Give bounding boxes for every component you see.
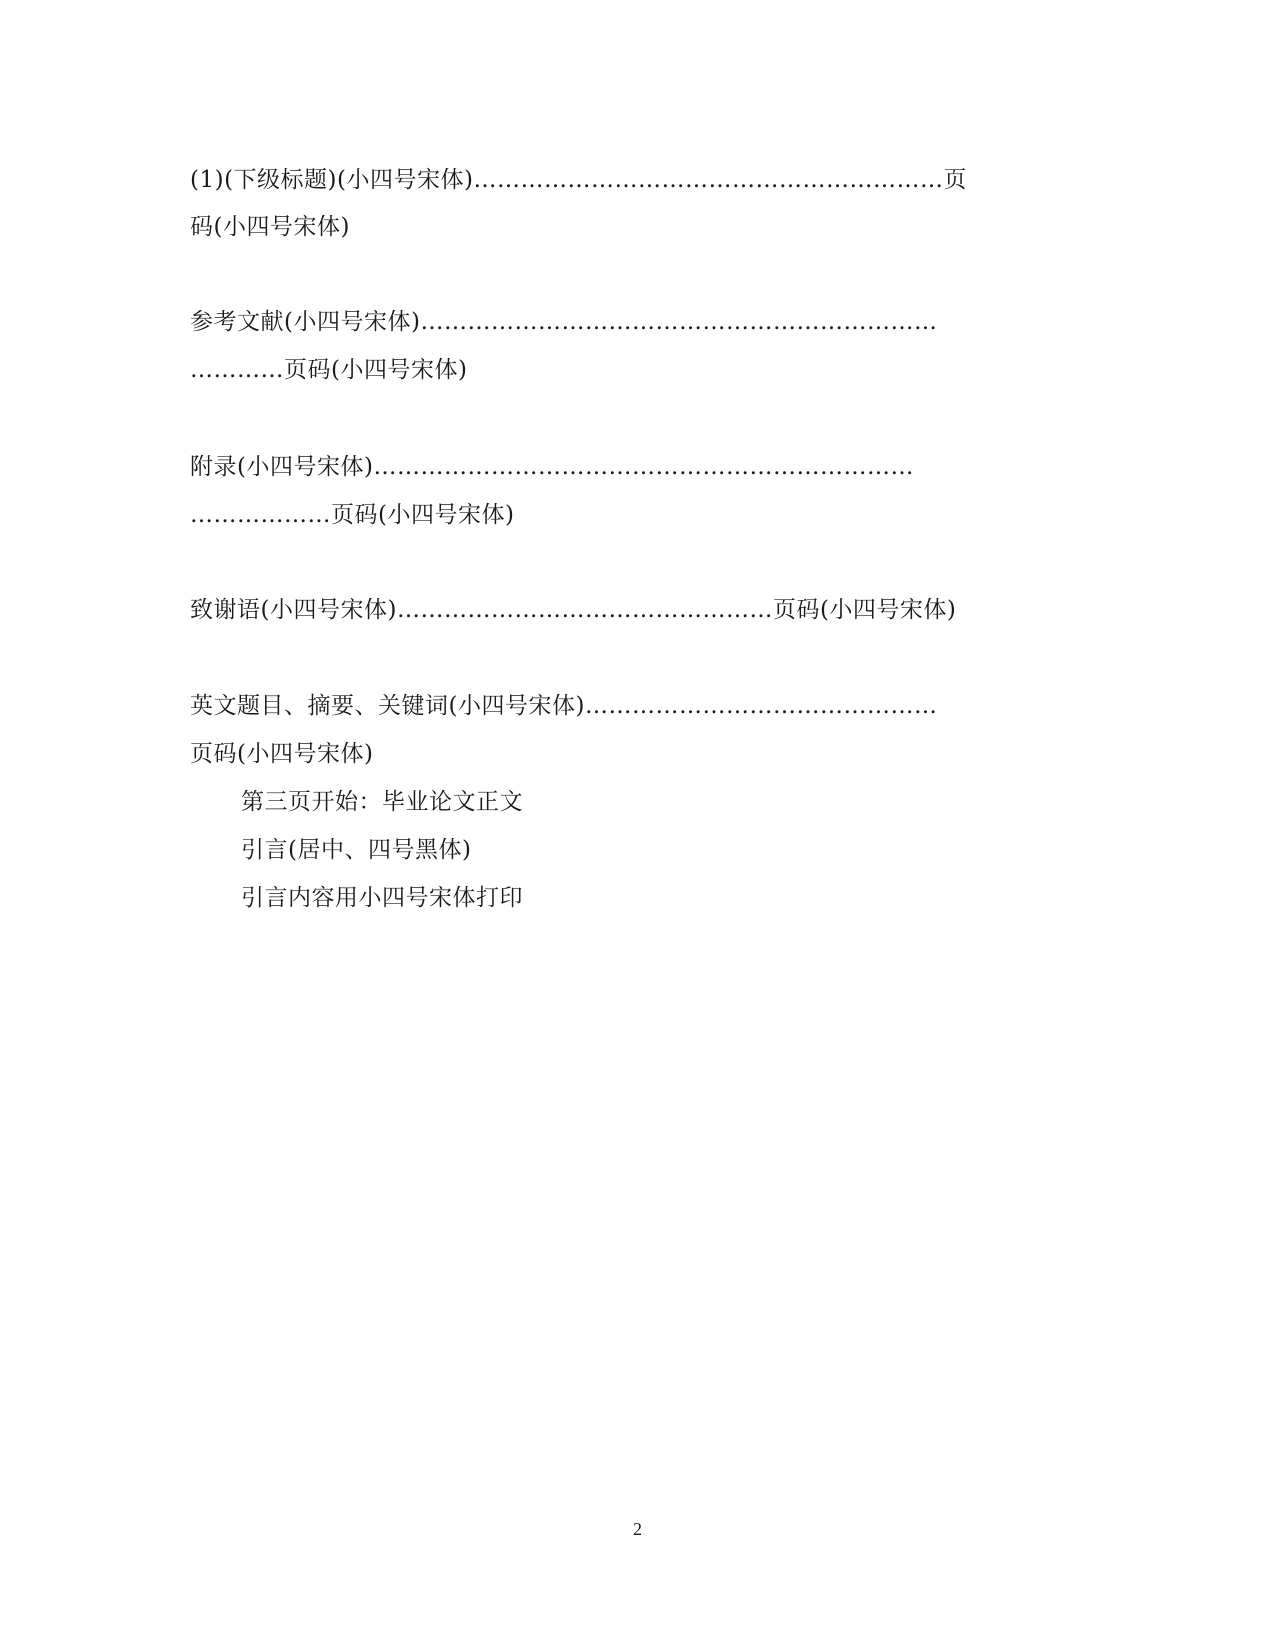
toc-entry-subheading-line2: 码(小四号宋体) [190,214,350,240]
toc-entry-appendix-line1: 附录(小四号宋体)…………………………………………………………… [190,454,914,480]
toc-entry-english-line1: 英文题目、摘要、关键词(小四号宋体)……………………………………… [190,693,938,719]
page-number: 2 [633,1519,642,1539]
toc-entry-english-line2: 页码(小四号宋体) [190,741,374,767]
body-note-introduction-heading: 引言(居中、四号黑体) [241,837,472,863]
toc-entry-references-line2: …………页码(小四号宋体) [190,357,468,383]
toc-entry-acknowledgement: 致谢语(小四号宋体)…………………………………………页码(小四号宋体) [190,597,957,623]
toc-entry-references-line1: 参考文献(小四号宋体)………………………………………………………… [190,309,938,335]
body-note-start-main-text: 第三页开始：毕业论文正文 [241,789,523,815]
toc-entry-appendix-line2: ………………页码(小四号宋体) [190,502,515,528]
body-note-introduction-content: 引言内容用小四号宋体打印 [241,885,523,911]
toc-entry-subheading-line1: (1)(下级标题)(小四号宋体)……………………………………………………页 [190,167,967,193]
